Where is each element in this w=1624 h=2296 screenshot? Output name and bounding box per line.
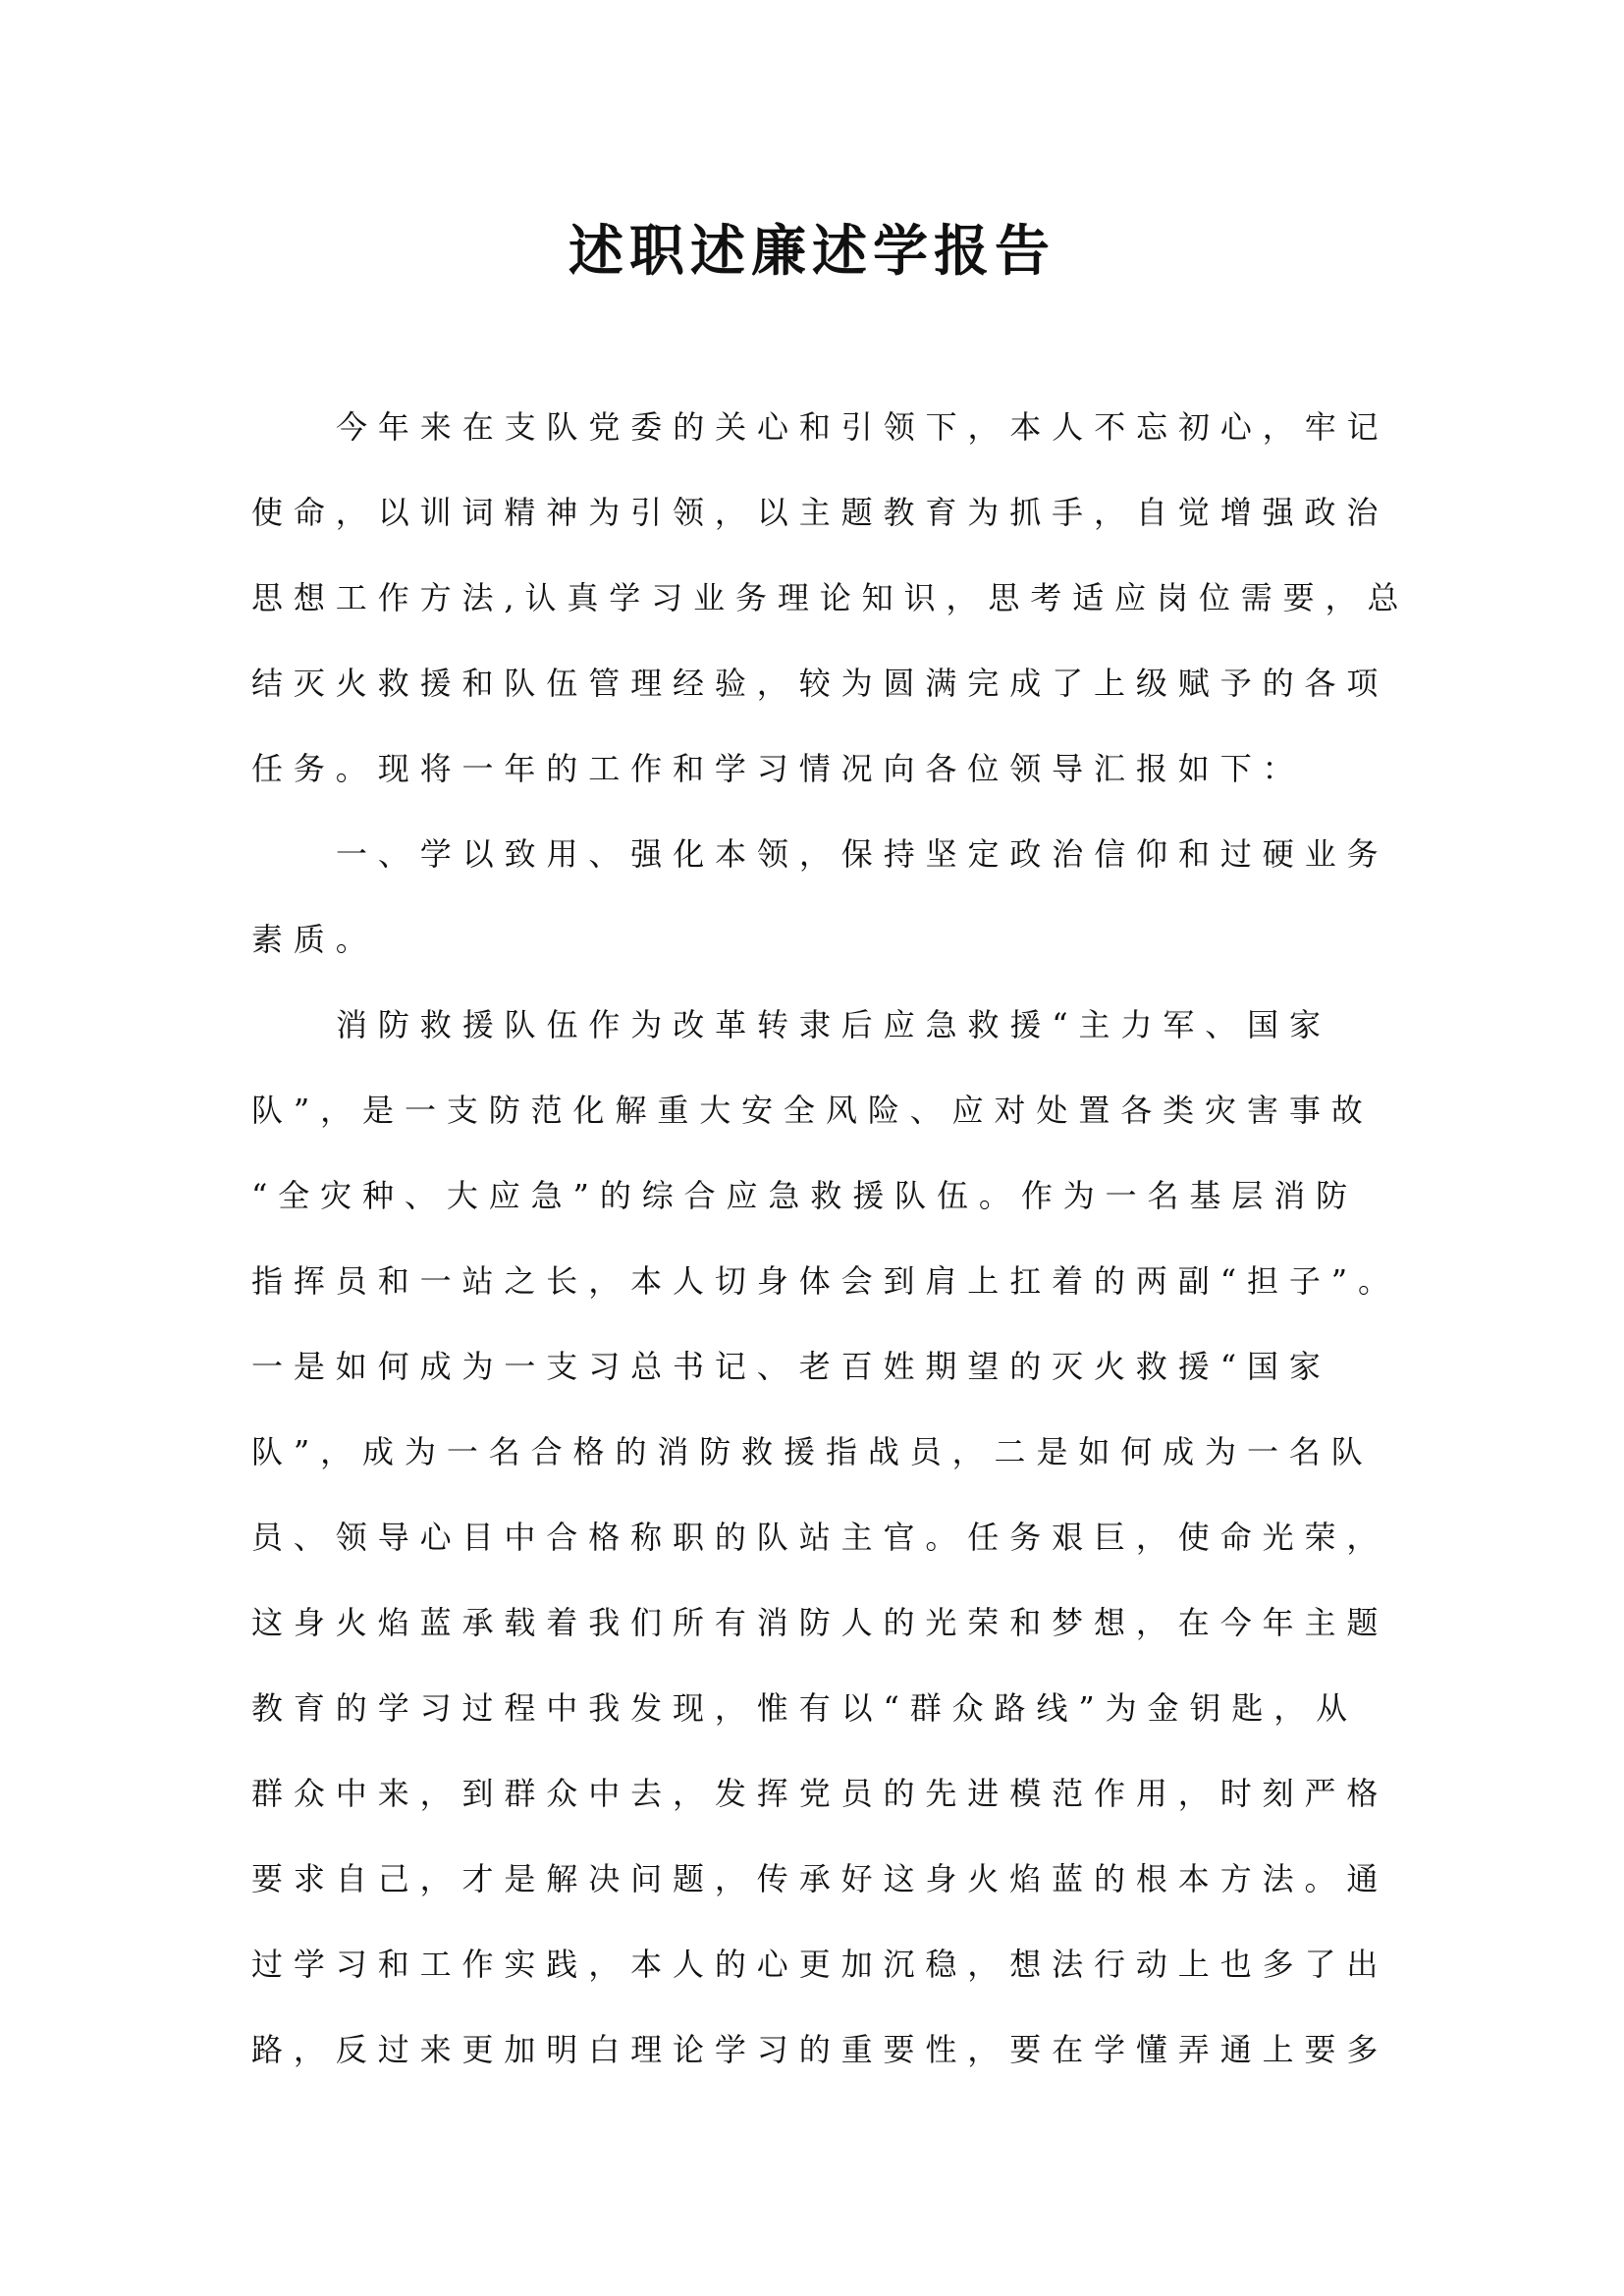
text-line: 一、学以致用、强化本领，保持坚定政治信仰和过硬业务 — [336, 835, 1389, 873]
text-line: 结灭火救援和队伍管理经验，较为圆满完成了上级赋予的各项 — [251, 665, 1389, 702]
text-line: 使命，以训词精神为引领，以主题教育为抓手，自觉增强政治 — [251, 494, 1389, 531]
text-line: 这身火焰蓝承载着我们所有消防人的光荣和梦想，在今年主题 — [251, 1604, 1389, 1641]
document-body — [251, 385, 1410, 2093]
text-line: 思想工作方法,认真学习业务理论知识，思考适应岗位需要，总 — [251, 579, 1410, 616]
text-line: 路，反过来更加明白理论学习的重要性，要在学懂弄通上要多 — [251, 2031, 1389, 2068]
text-line: 一是如何成为一支习总书记、老百姓期望的灭火救援“国家 — [251, 1348, 1331, 1385]
text-line: 今年来在支队党委的关心和引领下，本人不忘初心，牢记 — [336, 408, 1389, 446]
text-line: 要求自己，才是解决问题，传承好这身火焰蓝的根本方法。通 — [251, 1860, 1389, 1897]
text-line: 指挥员和一站之长，本人切身体会到肩上扛着的两副“担子”。 — [251, 1262, 1400, 1300]
text-line: 群众中来，到群众中去，发挥党员的先进模范作用，时刻严格 — [251, 1775, 1389, 1812]
text-line: 队”，成为一名合格的消防救援指战员，二是如何成为一名队 — [251, 1433, 1374, 1470]
text-line: 素质。 — [251, 921, 378, 958]
text-line: 队”，是一支防范化解重大安全风险、应对处置各类灾害事故 — [251, 1092, 1374, 1129]
text-line: 任务。现将一年的工作和学习情况向各位领导汇报如下： — [251, 750, 1305, 787]
text-line: 过学习和工作实践，本人的心更加沉稳，想法行动上也多了出 — [251, 1946, 1389, 1983]
text-line: 员、领导心目中合格称职的队站主官。任务艰巨，使命光荣， — [251, 1519, 1389, 1556]
text-line: 消防救援队伍作为改革转隶后应急救援“主力军、国家 — [336, 1006, 1331, 1043]
text-line: “全灾种、大应急”的综合应急救援队伍。作为一名基层消防 — [251, 1177, 1359, 1214]
text-line: 教育的学习过程中我发现，惟有以“群众路线”为金钥匙，从 — [251, 1689, 1359, 1727]
document-title: 述职述廉述学报告 — [568, 219, 1056, 284]
